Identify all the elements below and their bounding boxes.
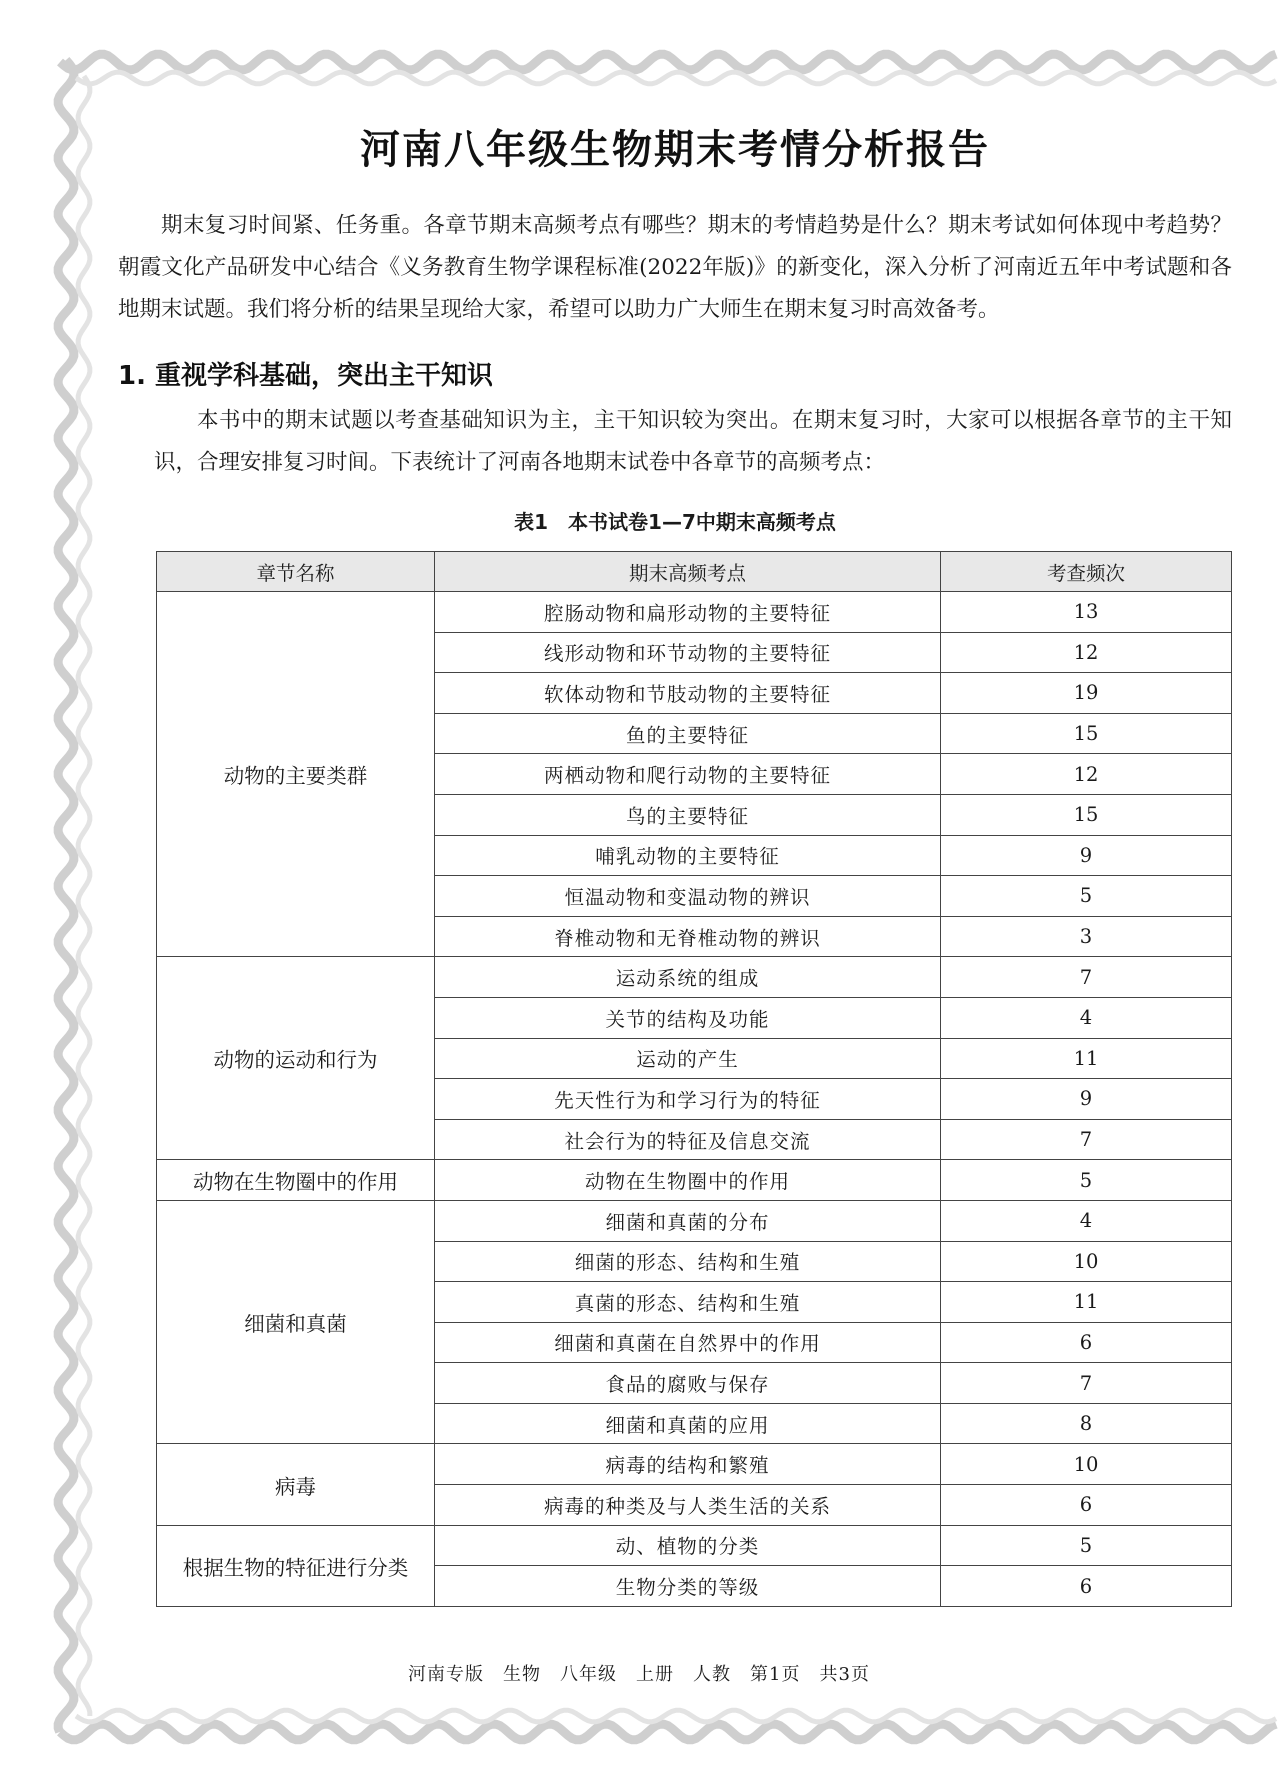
table-row [157, 1444, 1232, 1485]
frequency-cell: 7 [941, 1363, 1232, 1404]
frequency-cell: 15 [941, 713, 1232, 754]
exam-point-cell: 软体动物和节肢动物的主要特征 [435, 673, 941, 714]
frequency-cell: 7 [941, 1119, 1232, 1160]
exam-point-cell: 哺乳动物的主要特征 [435, 835, 941, 876]
section-heading: 1. 重视学科基础，突出主干知识 [118, 361, 494, 391]
frequency-cell: 10 [941, 1241, 1232, 1282]
exam-point-cell: 两栖动物和爬行动物的主要特征 [435, 754, 941, 795]
frequency-cell: 12 [941, 754, 1232, 795]
frequency-cell: 12 [941, 632, 1232, 673]
exam-point-cell: 先天性行为和学习行为的特征 [435, 1079, 941, 1120]
exam-point-cell: 线形动物和环节动物的主要特征 [435, 632, 941, 673]
frequency-cell: 8 [941, 1403, 1232, 1444]
exam-point-cell: 细菌和真菌在自然界中的作用 [435, 1322, 941, 1363]
frequency-cell: 11 [941, 1038, 1232, 1079]
table-row [157, 1160, 1232, 1201]
intro-paragraph: 期末复习时间紧、任务重。各章节期末高频考点有哪些？期末的考情趋势是什么？期末考试如何体现中考趋势？朝霞文化产品研发中心结合《义务教育生物学课程标准(2022年版)》的新变化，深入分析了河南近五年中考试题和各地期末试题。我们将分析的结果呈现给大家，希望可以助力广大师生在期末复习时高效备考。 [118, 213, 1232, 322]
table-row [157, 1200, 1232, 1241]
header-frequency: 考查频次 [941, 552, 1232, 592]
frequency-cell: 5 [941, 1160, 1232, 1201]
frequency-cell: 4 [941, 997, 1232, 1038]
section-paragraph: 本书中的期末试题以考查基础知识为主，主干知识较为突出。在期末复习时，大家可以根据各章节的主干知识，合理安排复习时间。下表统计了河南各地期末试卷中各章节的高频考点： [154, 408, 1232, 475]
table-row [157, 1525, 1232, 1566]
chapter-cell: 动物的主要类群 [157, 592, 435, 957]
exam-point-cell: 鱼的主要特征 [435, 713, 941, 754]
exam-point-cell: 运动系统的组成 [435, 957, 941, 998]
frequency-cell: 4 [941, 1200, 1232, 1241]
frequency-cell: 13 [941, 592, 1232, 633]
frequency-cell: 6 [941, 1322, 1232, 1363]
exam-point-cell: 脊椎动物和无脊椎动物的辨识 [435, 916, 941, 957]
table-row [157, 957, 1232, 998]
exam-point-cell: 病毒的种类及与人类生活的关系 [435, 1485, 941, 1526]
chapter-cell: 动物的运动和行为 [157, 957, 435, 1160]
page-title: 河南八年级生物期末考情分析报告 [360, 127, 990, 173]
chapter-cell: 动物在生物圈中的作用 [157, 1160, 435, 1201]
frequency-cell: 9 [941, 835, 1232, 876]
exam-point-cell: 细菌和真菌的应用 [435, 1403, 941, 1444]
chapter-cell: 根据生物的特征进行分类 [157, 1525, 435, 1606]
exam-point-cell: 动物在生物圈中的作用 [435, 1160, 941, 1201]
exam-point-cell: 运动的产生 [435, 1038, 941, 1079]
header-point: 期末高频考点 [435, 552, 941, 592]
exam-point-cell: 社会行为的特征及信息交流 [435, 1119, 941, 1160]
exam-points-table [156, 551, 1232, 1607]
frequency-cell: 6 [941, 1566, 1232, 1607]
exam-point-cell: 恒温动物和变温动物的辨识 [435, 876, 941, 917]
frequency-cell: 11 [941, 1282, 1232, 1323]
frequency-cell: 3 [941, 916, 1232, 957]
frequency-cell: 5 [941, 1525, 1232, 1566]
exam-point-cell: 鸟的主要特征 [435, 794, 941, 835]
chapter-cell: 细菌和真菌 [157, 1200, 435, 1444]
exam-point-cell: 腔肠动物和扁形动物的主要特征 [435, 592, 941, 633]
exam-point-cell: 真菌的形态、结构和生殖 [435, 1282, 941, 1323]
exam-point-cell: 细菌的形态、结构和生殖 [435, 1241, 941, 1282]
frequency-cell: 6 [941, 1485, 1232, 1526]
table-header-row [157, 552, 1232, 592]
document-page [118, 100, 1232, 1607]
frequency-cell: 10 [941, 1444, 1232, 1485]
frequency-cell: 15 [941, 794, 1232, 835]
exam-point-cell: 细菌和真菌的分布 [435, 1200, 941, 1241]
exam-point-cell: 生物分类的等级 [435, 1566, 941, 1607]
exam-point-cell: 关节的结构及功能 [435, 997, 941, 1038]
frequency-cell: 5 [941, 876, 1232, 917]
table-caption: 表1 本书试卷1—7中期末高频考点 [514, 510, 836, 534]
exam-point-cell: 动、植物的分类 [435, 1525, 941, 1566]
table-row [157, 592, 1232, 633]
chapter-cell: 病毒 [157, 1444, 435, 1525]
page-footer: 河南专版 生物 八年级 上册 人教 第1页 共3页 [408, 1664, 870, 1685]
frequency-cell: 9 [941, 1079, 1232, 1120]
exam-point-cell: 病毒的结构和繁殖 [435, 1444, 941, 1485]
header-chapter: 章节名称 [157, 552, 435, 592]
frequency-cell: 7 [941, 957, 1232, 998]
table-body [157, 592, 1232, 1607]
frequency-cell: 19 [941, 673, 1232, 714]
exam-point-cell: 食品的腐败与保存 [435, 1363, 941, 1404]
